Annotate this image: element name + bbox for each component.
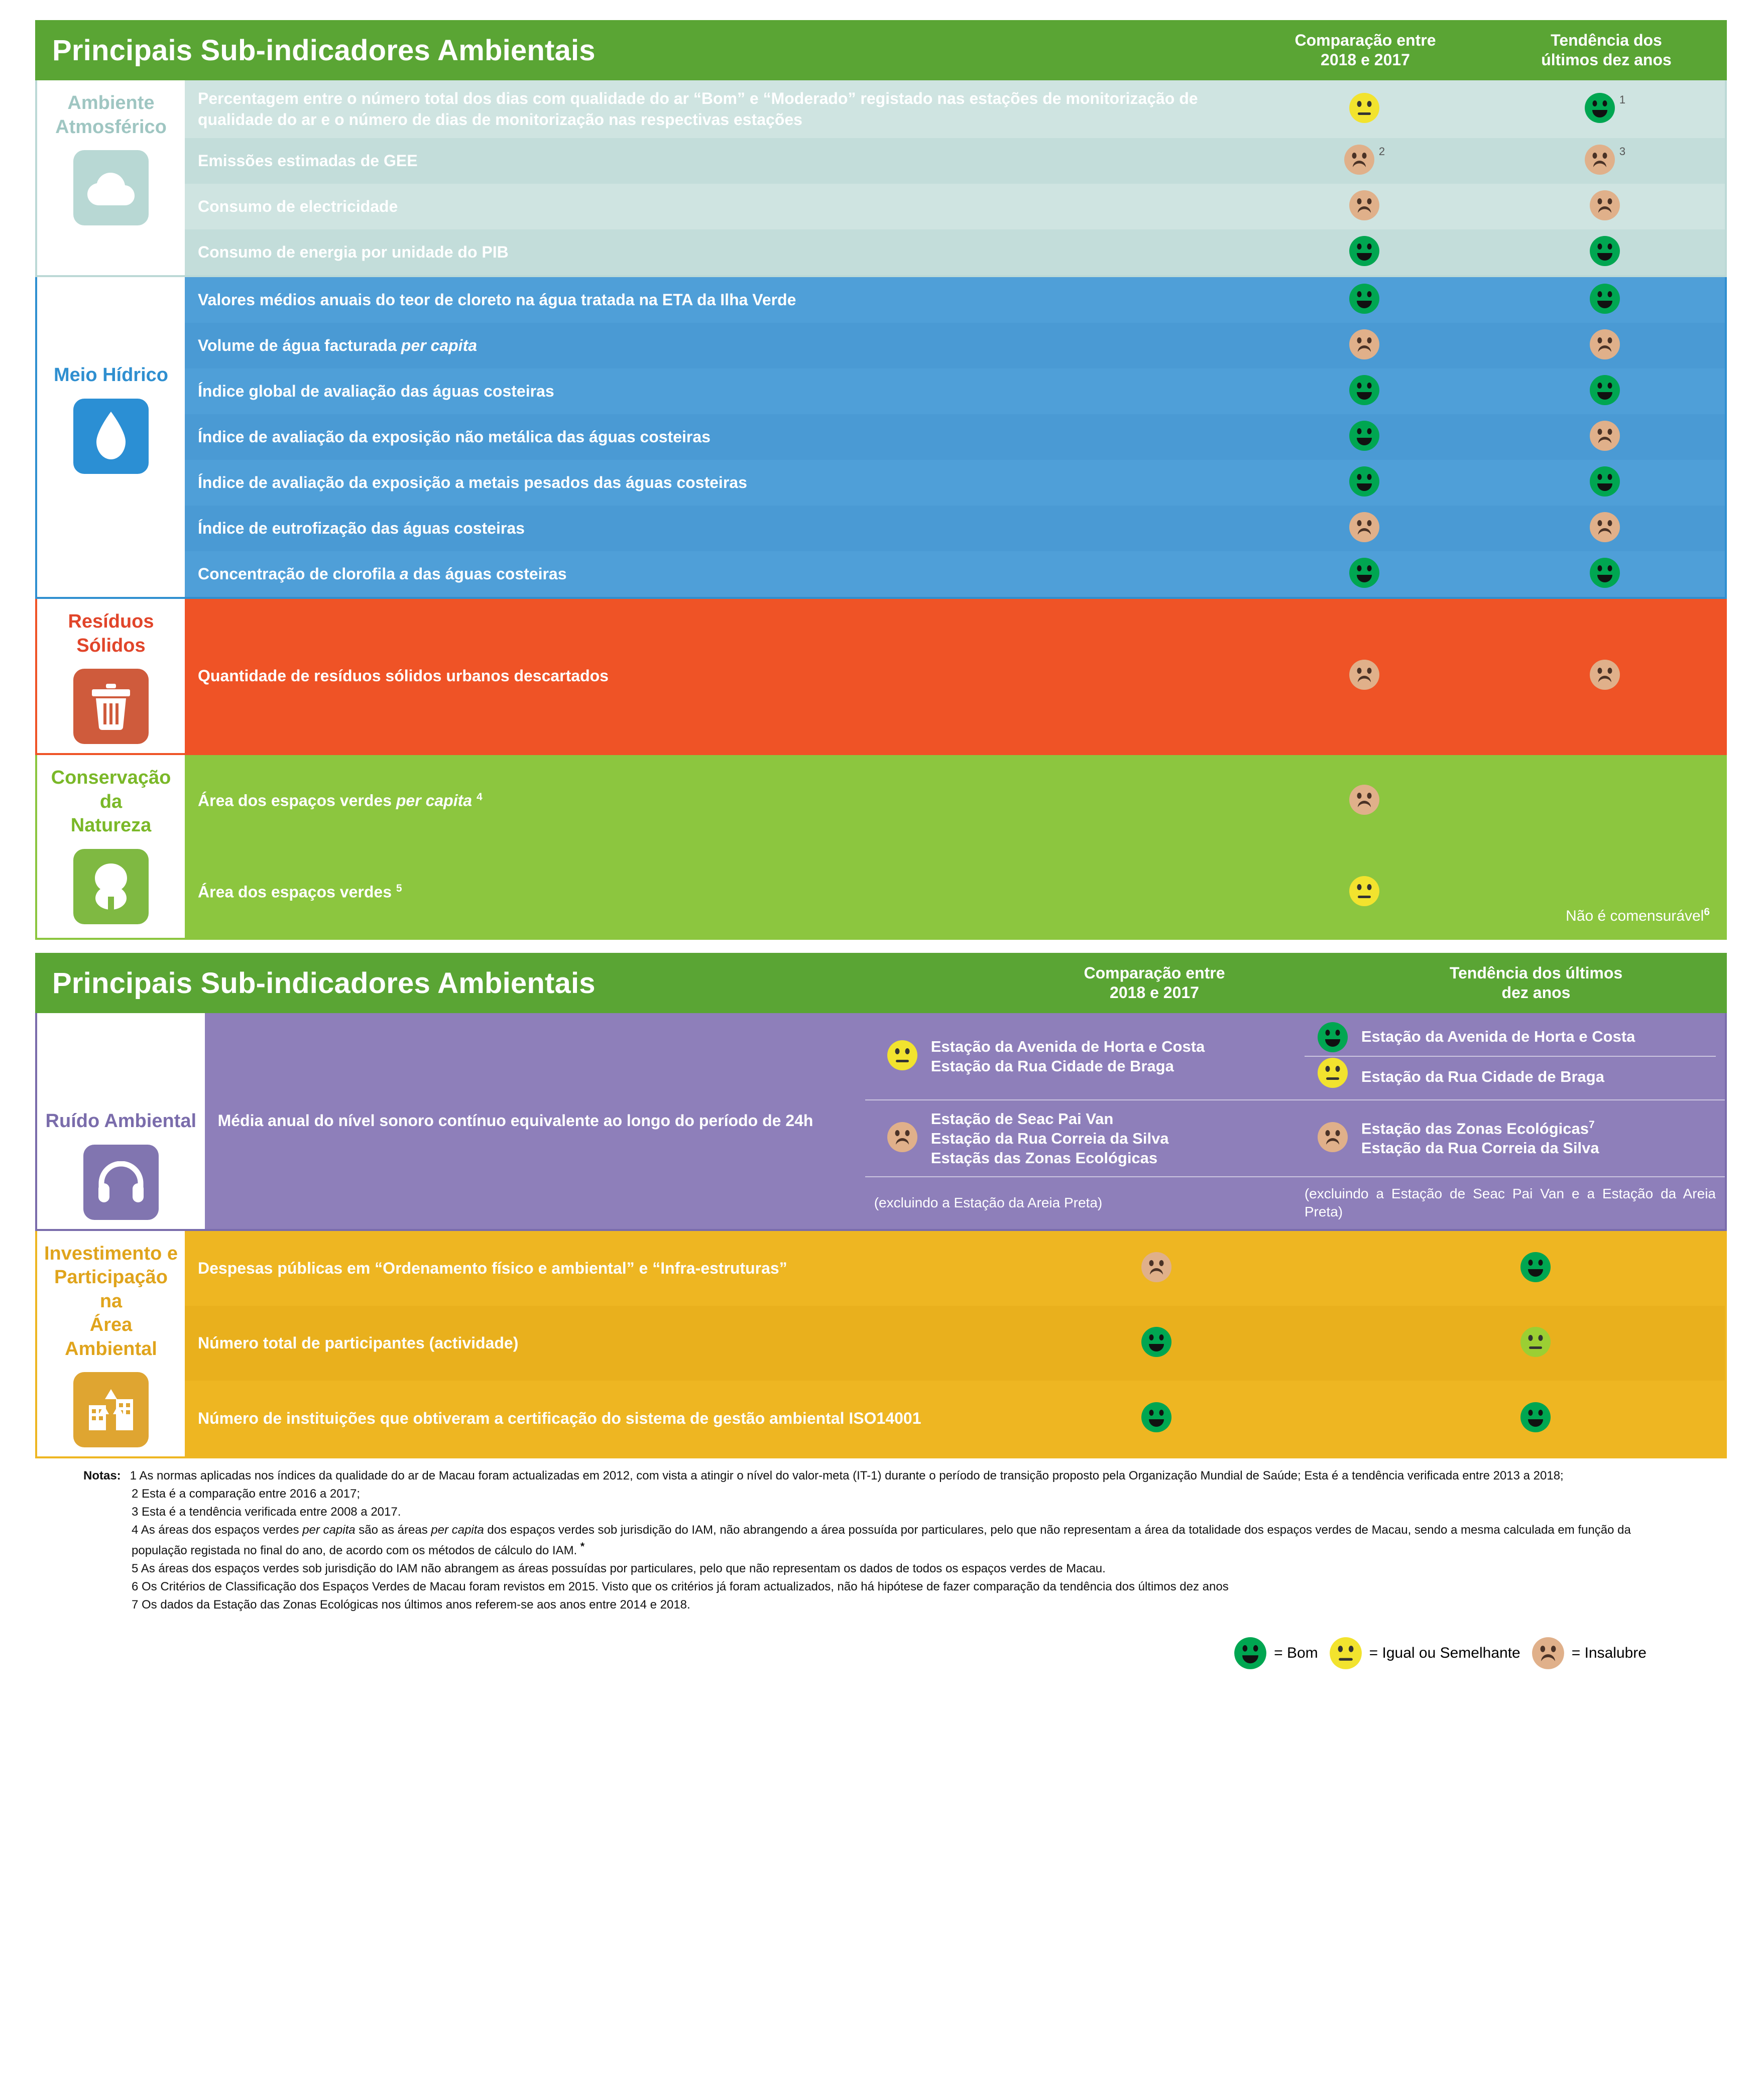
noise-station-label: Estação da Rua Correia da Silva: [1361, 1139, 1599, 1157]
face-good-icon: [1349, 557, 1380, 588]
comparison-face-cell: [1244, 229, 1485, 276]
indicator-text: Média anual do nível sonoro contínuo equivalente ao longo do período de 24h: [205, 1013, 865, 1230]
comparison-face-cell: [1244, 755, 1485, 846]
face-bad-icon: [1349, 512, 1380, 543]
not-comparable-note: [1485, 755, 1726, 939]
section2-col-trend: [1345, 953, 1727, 1013]
face-bad-icon: [1349, 190, 1380, 221]
comparison-face-cell: [967, 1231, 1346, 1306]
face-equal-icon: [1329, 1637, 1362, 1670]
category-label-line2: Participação na: [54, 1267, 168, 1312]
cloud-icon: [73, 150, 149, 225]
face-bad-icon: [1344, 144, 1375, 175]
section1-table: [35, 20, 1727, 80]
comparison-face-cell: [1244, 277, 1485, 323]
indicator-text: Índice de avaliação da exposição não metálica das águas costeiras: [185, 414, 1244, 460]
indicator-text: Área dos espaços verdes $^5$: [185, 846, 1244, 939]
indicator-text: Consumo de energia por unidade do PIB: [185, 229, 1244, 276]
noise-station-label: Estação das Zonas Ecológicas$^7$: [1361, 1119, 1595, 1138]
section2-title: Principais Sub-indicadores Ambientais: [35, 953, 964, 1013]
trash-icon: [73, 669, 149, 744]
face-good-icon: [1349, 466, 1380, 497]
face-bad-icon: [1141, 1252, 1172, 1283]
category-label-line2: Atmosférico: [55, 116, 167, 138]
face-bad-icon: [1349, 659, 1380, 690]
noise-station-label: Estação da Rua Cidade de Braga: [1361, 1067, 1604, 1085]
face-equal-icon: [1317, 1057, 1348, 1088]
noise-compare-footnote: (excluindo a Estação da Areia Preta): [865, 1177, 1296, 1230]
comparison-face-cell: [1244, 846, 1485, 939]
not-comparable-text: Não é comensurável: [1566, 908, 1704, 925]
recycle-building-icon: [73, 1372, 149, 1447]
noise-trend-group-2: [1296, 1100, 1726, 1177]
indicator-text: Índice de eutrofização das águas costeiras: [185, 506, 1244, 551]
headphones-icon: [83, 1145, 159, 1220]
noise-station-label: Estaçãs das Zonas Ecológicas: [930, 1149, 1158, 1167]
trend-face-cell: [1485, 277, 1726, 323]
face-good-icon: [1584, 92, 1615, 123]
face-bad-icon: [887, 1122, 918, 1153]
category-cell-noise: [36, 1013, 205, 1230]
water-drop-icon: [73, 399, 149, 474]
note-item-1: 1 As normas aplicadas nos índices da qualidade do ar de Macau foram actualizadas em 2012, com vista a atingir o nível do valor-meta (IT-1) durante o período de transição proposto pela Organização Mundial de Saúde; Esta é a tendência verificada entre 2013 a 2018;: [130, 1469, 1564, 1483]
face-bad-icon: [1349, 784, 1380, 815]
category-cell-investment: [36, 1231, 185, 1458]
category-label-line3: Área Ambiental: [65, 1314, 157, 1360]
legend-label-bad: = Insalubre: [1571, 1644, 1647, 1661]
legend-label-good: = Bom: [1274, 1644, 1318, 1661]
note-item-5: 5 As áreas dos espaços verdes sob jurisdição do IAM não abrangem as áreas possuídas por particulares, pelo que não representam os dados de todos os espaços verdes de Macau.: [132, 1561, 1106, 1575]
face-good-icon: [1589, 375, 1620, 406]
legend-item-bad: [1532, 1637, 1647, 1670]
category-block-investment: [35, 1231, 1727, 1459]
footnote-ref: 1: [1619, 93, 1626, 106]
indicator-text: Área dos espaços verdes per capita $^4$: [185, 755, 1244, 846]
face-good-icon: [1141, 1402, 1172, 1433]
face-good-icon: [1317, 1022, 1348, 1053]
face-equal-icon: [1520, 1326, 1551, 1357]
face-bad-icon: [1349, 329, 1380, 360]
category-label-line1: Investimento e: [44, 1243, 178, 1264]
face-good-icon: [1141, 1326, 1172, 1357]
trend-face-cell: [1485, 599, 1726, 754]
category-cell-water: [36, 277, 185, 598]
footnote-ref: 2: [1378, 145, 1385, 158]
section1-header-row: [35, 20, 1727, 80]
legend: [35, 1615, 1727, 1688]
trend-face-cell: [1485, 368, 1726, 414]
trend-face-cell: [1485, 506, 1726, 551]
face-good-icon: [1234, 1637, 1267, 1670]
face-bad-icon: [1589, 190, 1620, 221]
comparison-face-cell: [1244, 323, 1485, 368]
comparison-face-cell: [1244, 138, 1485, 184]
noise-compare-group-1: [865, 1013, 1296, 1100]
category-block-atmosphere: [35, 80, 1727, 277]
col-compare-line2: 2018 e 2017: [1110, 983, 1199, 1002]
col-trend-line2: últimos dez anos: [1541, 51, 1672, 69]
legend-item-equal: [1329, 1637, 1520, 1670]
face-good-icon: [1589, 557, 1620, 588]
comparison-face-cell: [1244, 184, 1485, 229]
indicator-text: Índice global de avaliação das águas costeiras: [185, 368, 1244, 414]
col-trend-line1: Tendência dos: [1551, 31, 1662, 49]
indicator-text: Despesas públicas em “Ordenamento físico e ambiental” e “Infra-estruturas”: [185, 1231, 967, 1306]
noise-trend-group-1: [1296, 1013, 1726, 1100]
category-block-waste: [35, 599, 1727, 755]
comparison-face-cell: [1244, 599, 1485, 754]
comparison-face-cell: [1244, 551, 1485, 598]
legend-item-good: [1234, 1637, 1318, 1670]
trend-face-cell: [1485, 460, 1726, 506]
category-block-nature: [35, 755, 1727, 940]
comparison-face-cell: [1244, 460, 1485, 506]
comparison-face-cell: [1244, 414, 1485, 460]
face-bad-icon: [1532, 1637, 1565, 1670]
category-block-noise: [35, 1013, 1727, 1231]
face-equal-icon: [1349, 92, 1380, 123]
category-label-noise: Ruído Ambiental: [45, 1110, 197, 1132]
trend-face-cell: [1346, 1306, 1726, 1381]
comparison-face-cell: [1244, 80, 1485, 138]
face-good-icon: [1589, 235, 1620, 267]
section2-header-row: [35, 953, 1727, 1013]
trend-face-cell: [1485, 138, 1726, 184]
face-equal-icon: [1349, 876, 1380, 907]
face-bad-icon: [1589, 420, 1620, 451]
face-good-icon: [1589, 283, 1620, 314]
col-trend-line2: dez anos: [1501, 983, 1571, 1002]
face-good-icon: [1520, 1402, 1551, 1433]
notes-label: Notas:: [83, 1469, 121, 1483]
indicator-text: Percentagem entre o número total dos dias com qualidade do ar “Bom” e “Moderado” registado nas estações de monitorização de qualidade do ar e o número de dias de monitorização nas respectivas estações: [185, 80, 1244, 138]
section-separator: [35, 940, 1727, 953]
note-item-7: 7 Os dados da Estação das Zonas Ecológicas nos últimos anos referem-se aos anos entre 2014 e 2018.: [132, 1597, 690, 1612]
indicator-text: Quantidade de resíduos sólidos urbanos descartados: [185, 599, 1244, 754]
face-good-icon: [1589, 466, 1620, 497]
noise-compare-group-2: [865, 1100, 1296, 1177]
col-trend-line1: Tendência dos últimos: [1449, 964, 1623, 982]
section1-col-compare: [1245, 20, 1486, 80]
section2-col-compare: [964, 953, 1345, 1013]
notes-block: [35, 1458, 1727, 1614]
trend-face-cell: [1485, 551, 1726, 598]
category-label-line2: Natureza: [70, 815, 152, 836]
trend-face-cell: [1485, 323, 1726, 368]
indicator-text: Valores médios anuais do teor de cloreto na água tratada na ETA da Ilha Verde: [185, 277, 1244, 323]
noise-station-label: Estação de Seac Pai Van: [930, 1109, 1114, 1128]
category-label-line1: Conservação da: [51, 767, 171, 812]
legend-label-equal: = Igual ou Semelhante: [1369, 1644, 1520, 1661]
face-bad-icon: [1589, 512, 1620, 543]
section1-col-trend: [1486, 20, 1727, 80]
note-item-6: 6 Os Critérios de Classificação dos Espaços Verdes de Macau foram revistos em 2015. Visto que os critérios já foram actualizados, não há hipótese de fazer comparação da tendência dos últimos dez anos: [132, 1579, 1229, 1593]
note-item-4: 4 As áreas dos espaços verdes per capita são as áreas per capita dos espaços verdes sob jurisdição do IAM, não abrangendo a área possuída por particulares, pelo que não representam a área da totalidade dos espaços verdes de Macau, sendo a mesma calculada em função da população registada no final do ano, de acordo com os métodos de cálculo do IAM. *: [132, 1523, 1631, 1557]
category-label-waste: Resíduos Sólidos: [68, 611, 154, 656]
comparison-face-cell: [1244, 368, 1485, 414]
trend-face-cell: [1346, 1381, 1726, 1457]
comparison-face-cell: [1244, 506, 1485, 551]
indicator-text: Emissões estimadas de GEE: [185, 138, 1244, 184]
col-compare-line1: Comparação entre: [1084, 964, 1225, 982]
category-block-water: [35, 277, 1727, 599]
comparison-face-cell: [967, 1306, 1346, 1381]
noise-station-label: Estação da Rua Cidade de Braga: [930, 1057, 1174, 1075]
noise-station-label: Estação da Rua Correia da Silva: [930, 1129, 1169, 1147]
comparison-face-cell: [967, 1381, 1346, 1457]
category-label-water: Meio Hídrico: [53, 364, 169, 386]
face-good-icon: [1349, 235, 1380, 267]
face-bad-icon: [1584, 144, 1615, 175]
section1-title: Principais Sub-indicadores Ambientais: [35, 20, 1245, 80]
indicator-text: Consumo de electricidade: [185, 184, 1244, 229]
indicator-text: Índice de avaliação da exposição a metais pesados das águas costeiras: [185, 460, 1244, 506]
category-cell-atmosphere: [36, 80, 185, 276]
indicator-text: Concentração de clorofila a das águas costeiras: [185, 551, 1244, 598]
face-good-icon: [1349, 283, 1380, 314]
noise-station-label: Estação da Avenida de Horta e Costa: [1361, 1027, 1635, 1045]
category-cell-nature: [36, 755, 185, 939]
trend-face-cell: [1485, 80, 1726, 138]
trend-face-cell: [1346, 1231, 1726, 1306]
face-bad-icon: [1589, 659, 1620, 690]
noise-station-label: Estação da Avenida de Horta e Costa: [930, 1038, 1205, 1056]
note-item-3: 3 Esta é a tendência verificada entre 2008 a 2017.: [132, 1505, 401, 1519]
face-good-icon: [1520, 1252, 1551, 1283]
face-good-icon: [1349, 420, 1380, 451]
indicator-text: Número de instituições que obtiveram a certificação do sistema de gestão ambiental ISO14001: [185, 1381, 967, 1457]
section2-table: [35, 953, 1727, 1013]
indicator-text: Volume de água facturada per capita: [185, 323, 1244, 368]
col-compare-line1: Comparação entre: [1295, 31, 1436, 49]
footnote-ref: 3: [1619, 145, 1626, 158]
category-cell-waste: [36, 599, 185, 754]
trend-face-cell: [1485, 414, 1726, 460]
trend-face-cell: [1485, 184, 1726, 229]
col-compare-line2: 2018 e 2017: [1321, 51, 1410, 69]
note-item-2: 2 Esta é a comparação entre 2016 a 2017;: [132, 1487, 360, 1501]
trend-face-cell: [1485, 229, 1726, 276]
face-good-icon: [1349, 375, 1380, 406]
face-bad-icon: [1317, 1122, 1348, 1153]
indicator-text: Número total de participantes (actividade): [185, 1306, 967, 1381]
tree-icon: [73, 849, 149, 924]
face-equal-icon: [887, 1040, 918, 1071]
footnote-ref: 6: [1704, 906, 1710, 918]
face-bad-icon: [1589, 329, 1620, 360]
category-label-line1: Ambiente: [67, 92, 155, 113]
noise-trend-footnote: (excluindo a Estação de Seac Pai Van e a Estação da Areia Preta): [1296, 1177, 1726, 1230]
